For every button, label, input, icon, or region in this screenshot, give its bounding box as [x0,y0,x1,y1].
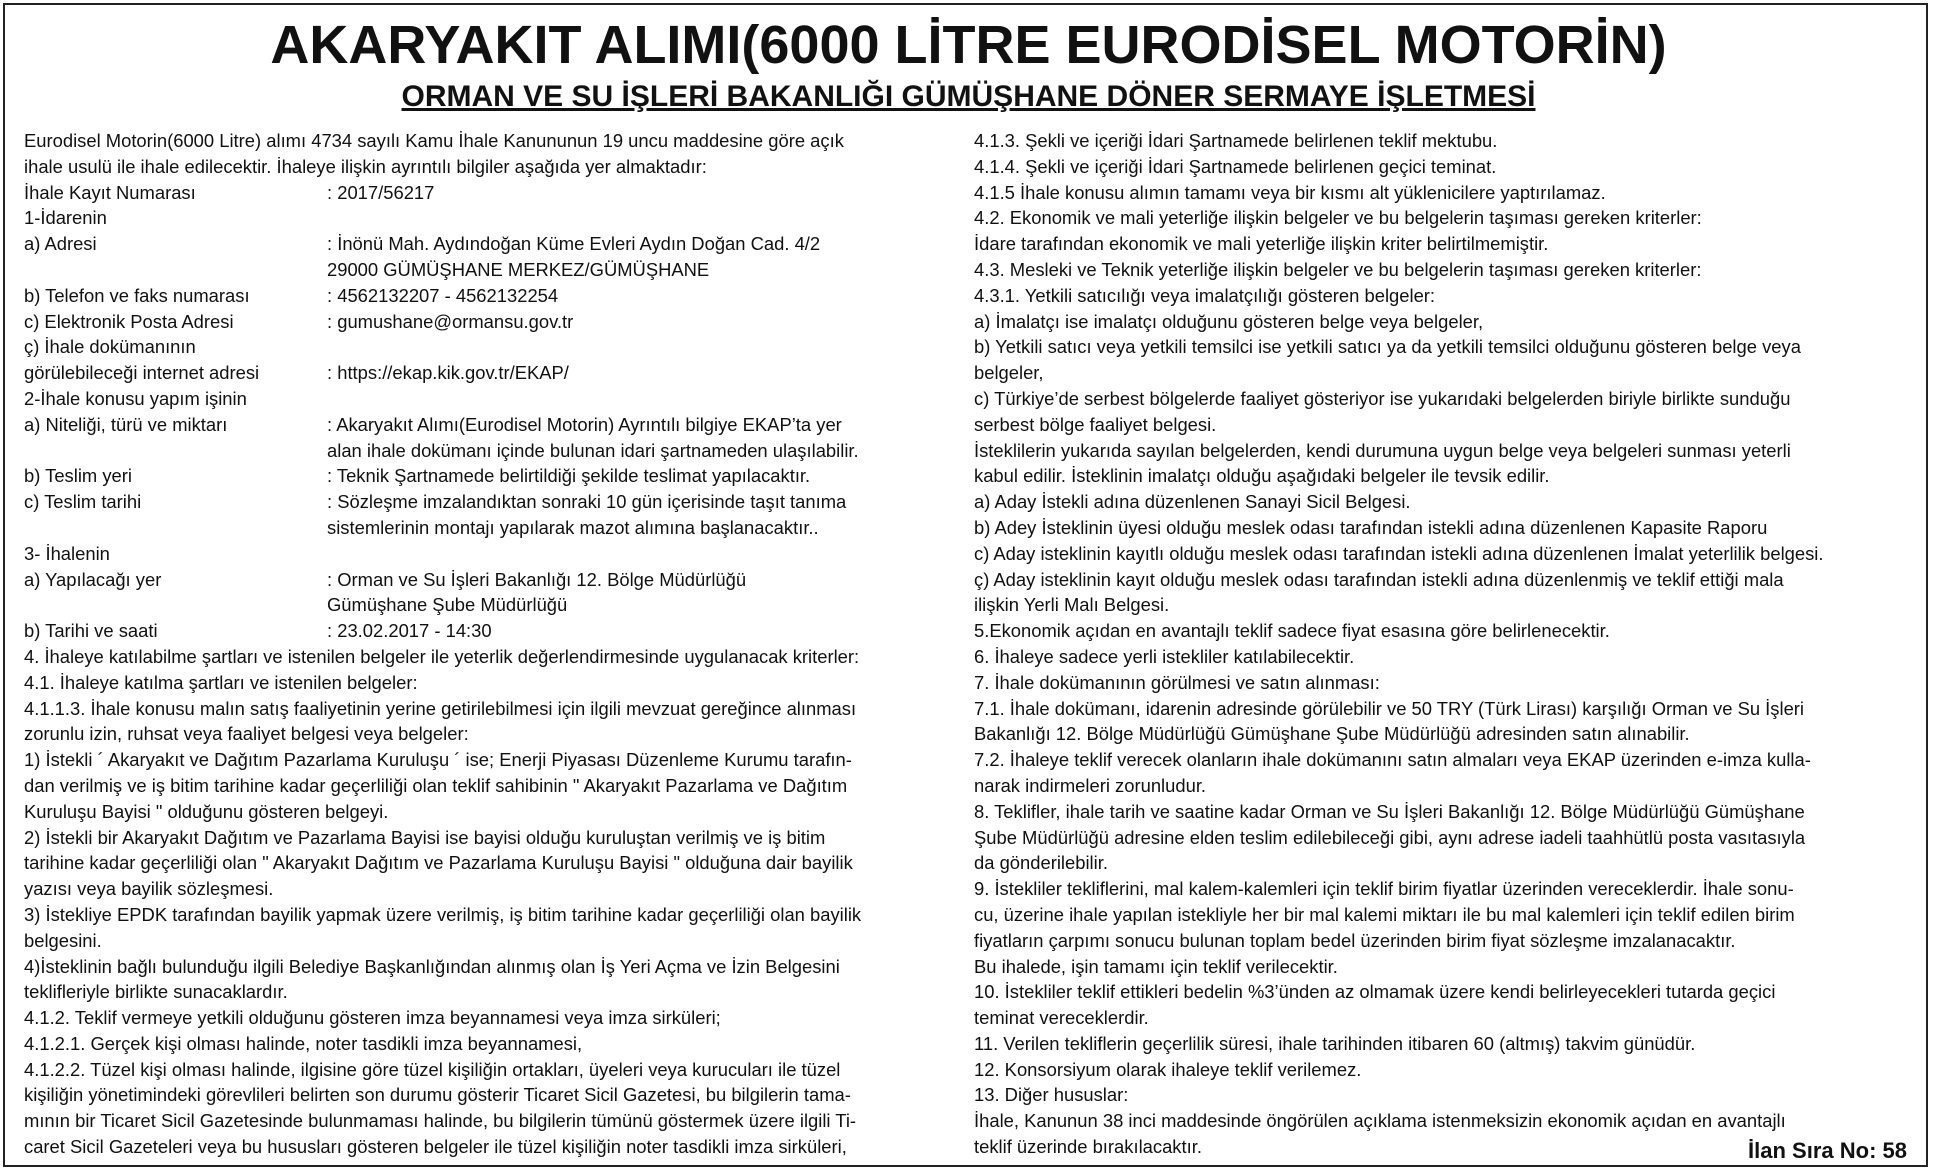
nitelik-value: : Akaryakıt Alımı(Eurodisel Motorin) Ayrıntılı bilgiye EKAP’ta yer [327,413,842,435]
text-line: c) Aday isteklinin kayıtlı olduğu meslek odası tarafından istekli adına düzenlenen İmalat yeterlilik belgesi. [974,542,1824,564]
text-line: 8. Teklifler, ihale tarih ve saatine kadar Orman ve Su İşleri Bakanlığı 12. Bölge Müdürlüğü Gümüşhane [974,800,1805,822]
text-line: c) Türkiye’de serbest bölgelerde faaliyet gösteriyor ise yukarıdaki belgelerden biriyle birlikte sunduğu [974,387,1791,409]
yer-row-2 [24,592,966,618]
text-line: 7. İhale dokümanının görülmesi ve satın alınması: [974,671,1380,693]
text-line: caret Sicil Gazeteleri veya bu hususları gösteren belgeler ile tüzel kişiliğin noter tasdikli imza sirküleri, [24,1136,847,1158]
text-line: serbest bölge faaliyet belgesi. [974,413,1217,435]
text-line: belgesini. [24,929,102,951]
text-line: 12. Konsorsiyum olarak ihaleye teklif verilemez. [974,1058,1362,1080]
text-line: 13. Diğer hususlar: [974,1084,1129,1106]
text-line: fiyatların çarpımı sonucu bulunan toplam bedel üzerinden birim fiyat sözleşme imzalanacaktır. [974,929,1736,951]
text-line: 10. İstekliler teklif ettikleri bedelin %3’ünden az olmamak üzere kendi belirleyecekleri tutarda geçici [974,981,1776,1003]
text-line: Kuruluşu Bayisi " olduğunu gösteren belgeyi. [24,800,389,822]
text-line: 9. İstekliler tekliflerini, mal kalem-kalemleri için teklif birim fiyatlar üzerinden vereceklerdir. İhale sonu- [974,878,1794,900]
text-line: Şube Müdürlüğü adresine elden teslim edilebileceği gibi, aynı adrese iadeli taahhütlü posta vasıtasıyla [974,826,1806,848]
text-line: 4.3.1. Yetkili satıcılığı veya imalatçılığı gösteren belgeler: [974,284,1436,306]
text-line: narak indirmeleri zorunludur. [974,774,1207,796]
text-line: teklif üzerinde bırakılacaktır. [974,1136,1202,1158]
text-line: 4.1.2. Teklif vermeye yetkili olduğunu gösteren imza beyannamesi veya imza sirküleri; [24,1007,721,1029]
intro-line: Eurodisel Motorin(6000 Litre) alımı 4734 sayılı Kamu İhale Kanununun 19 uncu maddesine göre açık [24,130,844,151]
kayit-label: İhale Kayıt Numarası [24,181,196,203]
kayit-row [24,180,966,206]
text-line: a) İmalatçı ise imalatçı olduğunu gösteren belge veya belgeler, [974,310,1484,332]
adres-value: : İnönü Mah. Aydındoğan Küme Evleri Aydın Doğan Cad. 4/2 [327,233,821,255]
text-line: İsteklilerin yukarıda sayılan belgelerden, kendi durumuna uygun belge veya belgeleri sunması yeterli [974,439,1791,461]
teslim-tarihi-label: c) Teslim tarihi [24,491,142,513]
teslim-yeri-value: : Teknik Şartnamede belirtildiği şekilde teslimat yapılacaktır. [327,465,811,487]
text-line: 3) İstekliye EPDK tarafından bayilik yapmak üzere verilmiş, iş bitim tarihine kadar geçerliliği olan bayilik [24,903,862,925]
text-line: 4.1.1.3. İhale konusu malın satış faaliyetinin yerine getirilebilmesi için ilgili mevzuat gereğince alınması [24,697,857,719]
teslim-tarihi-row [24,489,966,515]
text-line: 4. İhaleye katılabilme şartları ve istenilen belgeler ile yeterlik değerlendirmesinde uygulanacak kriterler: [24,645,860,667]
text-line: 7.1. İhale dokümanı, idarenin adresinde görülebilir ve 50 TRY (Türk Lirası) karşılığı Orman ve Su İşleri [974,697,1805,719]
text-line: cu, üzerine ihale yapılan istekliyle her bir mal kalemi miktarı ile bu mal kalemleri için teklif edilen birim [974,903,1795,925]
text-line: 4.1. İhaleye katılma şartları ve istenilen belgeler: [24,671,418,693]
kayit-value: : 2017/56217 [327,181,435,203]
teslim-tarihi-value: : Sözleşme imzalandıktan sonraki 10 gün içerisinde taşıt tanıma [327,491,847,513]
yer-label: a) Yapılacağı yer [24,568,162,590]
text-line: Bakanlığı 12. Bölge Müdürlüğü Gümüşhane Şube Müdürlüğü adresinden satın alınabilir. [974,723,1690,745]
nitelik-row [24,412,966,438]
text-line: 2) İstekli bir Akaryakıt Dağıtım ve Pazarlama Bayisi ise bayisi olduğu kuruluştan verilmiş ve iş bitim [24,826,826,848]
left-body-text [24,644,966,1160]
eposta-label: c) Elektronik Posta Adresi [24,310,234,332]
adres-row [24,231,966,257]
teslim-yeri-label: b) Teslim yeri [24,465,132,487]
text-line: 6. İhaleye sadece yerli istekliler katılabilecektir. [974,645,1355,667]
text-line: dan verilmiş ve iş bitim tarihine kadar geçerliliği olan teklif sahibinin " Akaryakıt Pazarlama ve Dağıtım [24,774,848,796]
eposta-value: : gumushane@ormansu.gov.tr [327,310,574,332]
yer-value: : Orman ve Su İşleri Bakanlığı 12. Bölge Müdürlüğü [327,568,747,590]
text-line: belgeler, [974,362,1044,384]
page-title: AKARYAKIT ALIMI(6000 LİTRE EURODİSEL MOTORİN) [270,15,1667,75]
teslim-tarihi-row-2 [24,515,966,541]
text-line: Bu ihalede, işin tamamı için teklif verilecektir. [974,955,1338,977]
yer-row [24,567,966,593]
adres-label: a) Adresi [24,233,97,255]
text-line: 11. Verilen tekliflerin geçerlilik süresi, ihale tarihinden itibaren 60 (altmış) takvim günüdür. [974,1032,1696,1054]
text-line: tarihine kadar geçerliliği olan " Akaryakıt Dağıtım ve Pazarlama Kuruluşu Bayisi " olduğuna dair bayilik [24,852,853,874]
tarih-label: b) Tarihi ve saati [24,620,158,642]
text-line: İhale, Kanunun 38 inci maddesinde öngörülen açıklama istenmeksizin ekonomik açıdan en avantajlı [974,1110,1786,1132]
text-line: kişiliğin yönetimindeki görevlileri belirten son durumu gösterir Ticaret Sicil Gazetesi, bu bilgilerin tama- [24,1084,851,1106]
text-line: 4.2. Ekonomik ve mali yeterliğe ilişkin belgeler ve bu belgelerin taşıması gereken kriterler: [974,207,1702,229]
text-line: 4.1.2.1. Gerçek kişi olması halinde, noter tasdikli imza beyannamesi, [24,1032,583,1054]
nitelik-row-2 [24,438,966,464]
text-line: teminat vereceklerdir. [974,1007,1149,1029]
teslim-tarihi-value-2: sistemlerinin montajı yapılarak mazot alımına başlanacaktır.. [327,516,819,538]
telefon-value: : 4562132207 - 4562132254 [327,284,559,306]
ilan-sira-number: İlan Sıra No: 58 [1748,1138,1907,1163]
ihale-heading: 3- İhalenin [24,542,110,564]
text-line: 4.1.5 İhale konusu alımın tamamı veya bir kısmı alt yüklenicilere yaptırılamaz. [974,181,1606,203]
text-line: 7.2. İhaleye teklif verecek olanların ihale dokümanını satın almaları veya EKAP üzerinden e-imza kulla- [974,749,1811,771]
adres-row-2 [24,257,966,283]
telefon-row [24,283,966,309]
text-line: zorunlu izin, ruhsat veya faaliyet belgesi veya belgeler: [24,723,469,745]
dokuman-value: : https://ekap.kik.gov.tr/EKAP/ [327,362,569,384]
dokuman-label-2: görülebileceği internet adresi [24,362,260,384]
text-line: kabul edilir. İsteklinin imalatçı olduğu aşağıdaki belgeler ile tevsik edilir. [974,465,1550,487]
dokuman-label: ç) İhale dokümanının [24,336,196,358]
text-line: 4.1.4. Şekli ve içeriği İdari Şartnamede belirlenen geçici teminat. [974,155,1497,177]
intro-line: ihale usulü ile ihale edilecektir. İhaleye ilişkin ayrıntılı bilgiler aşağıda yer almaktadır: [24,155,707,177]
text-line: ç) Aday isteklinin kayıt olduğu meslek odası tarafından istekli adına düzenlenmiş ve teklif ettiği mala [974,568,1784,590]
text-line: mının bir Ticaret Sicil Gazetesinde bulunmaması halinde, bu bilgilerin tümünü göstermek üzere ilgili Ti- [24,1110,857,1132]
yer-value-2: Gümüşhane Şube Müdürlüğü [327,594,568,616]
text-line: yazısı veya bayilik sözleşmesi. [24,878,274,900]
text-line: 4.1.3. Şekli ve içeriği İdari Şartnamede belirlenen teklif mektubu. [974,130,1498,151]
right-body-text [974,128,1914,1160]
text-line: 5.Ekonomik açıdan en avantajlı teklif sadece fiyat esasına göre belirlenecektir. [974,620,1610,642]
teslim-yeri-row [24,463,966,489]
text-line: ilişkin Yerli Malı Belgesi. [974,594,1170,616]
text-line: teklifleriyle birlikte sunacaklardır. [24,981,288,1003]
tarih-row [24,618,966,644]
page-subtitle: ORMAN VE SU İŞLERİ BAKANLIĞI GÜMÜŞHANE DÖNER SERMAYE İŞLETMESİ [401,80,1536,113]
dokuman-row [24,360,966,386]
text-line: 1) İstekli ´ Akaryakıt ve Dağıtım Pazarlama Kuruluşu ´ ise; Enerji Piyasası Düzenleme Kurumu tarafın- [24,749,852,771]
text-line: 4.3. Mesleki ve Teknik yeterliğe ilişkin belgeler ve bu belgelerin taşıması gereken kriterler: [974,258,1702,280]
text-line: 4)İsteklinin bağlı bulunduğu ilgili Belediye Başkanlığından alınmış olan İş Yeri Açma ve İzin Belgesini [24,955,840,977]
text-line: İdare tarafından ekonomik ve mali yeterliğe ilişkin kriter belirtilmemiştir. [974,233,1549,255]
left-column [24,128,966,1160]
text-line: b) Yetkili satıcı veya yetkili temsilci ise yetkili satıcı ya da yetkili temsilci olduğunu gösteren belge veya [974,336,1801,358]
telefon-label: b) Telefon ve faks numarası [24,284,250,306]
right-column [974,128,1914,1160]
nitelik-label: a) Niteliği, türü ve miktarı [24,413,228,435]
text-line: da gönderilebilir. [974,852,1108,874]
adres-value-2: 29000 GÜMÜŞHANE MERKEZ/GÜMÜŞHANE [327,258,710,280]
konu-heading: 2-İhale konusu yapım işinin [24,387,247,409]
nitelik-value-2: alan ihale dokümanı içinde bulunan idari şartnameden ulaşılabilir. [327,439,859,461]
text-line: a) Aday İstekli adına düzenlenen Sanayi Sicil Belgesi. [974,491,1411,513]
eposta-row [24,309,966,335]
text-line: 4.1.2.2. Tüzel kişi olması halinde, ilgisine göre tüzel kişiliğin ortakları, üyeleri veya kurucuları ile tüzel [24,1058,841,1080]
idare-heading: 1-İdarenin [24,207,107,229]
text-line: b) Adey İsteklinin üyesi olduğu meslek odası tarafından istekli adına düzenlenen Kapasite Raporu [974,516,1768,538]
tarih-value: : 23.02.2017 - 14:30 [327,620,492,642]
